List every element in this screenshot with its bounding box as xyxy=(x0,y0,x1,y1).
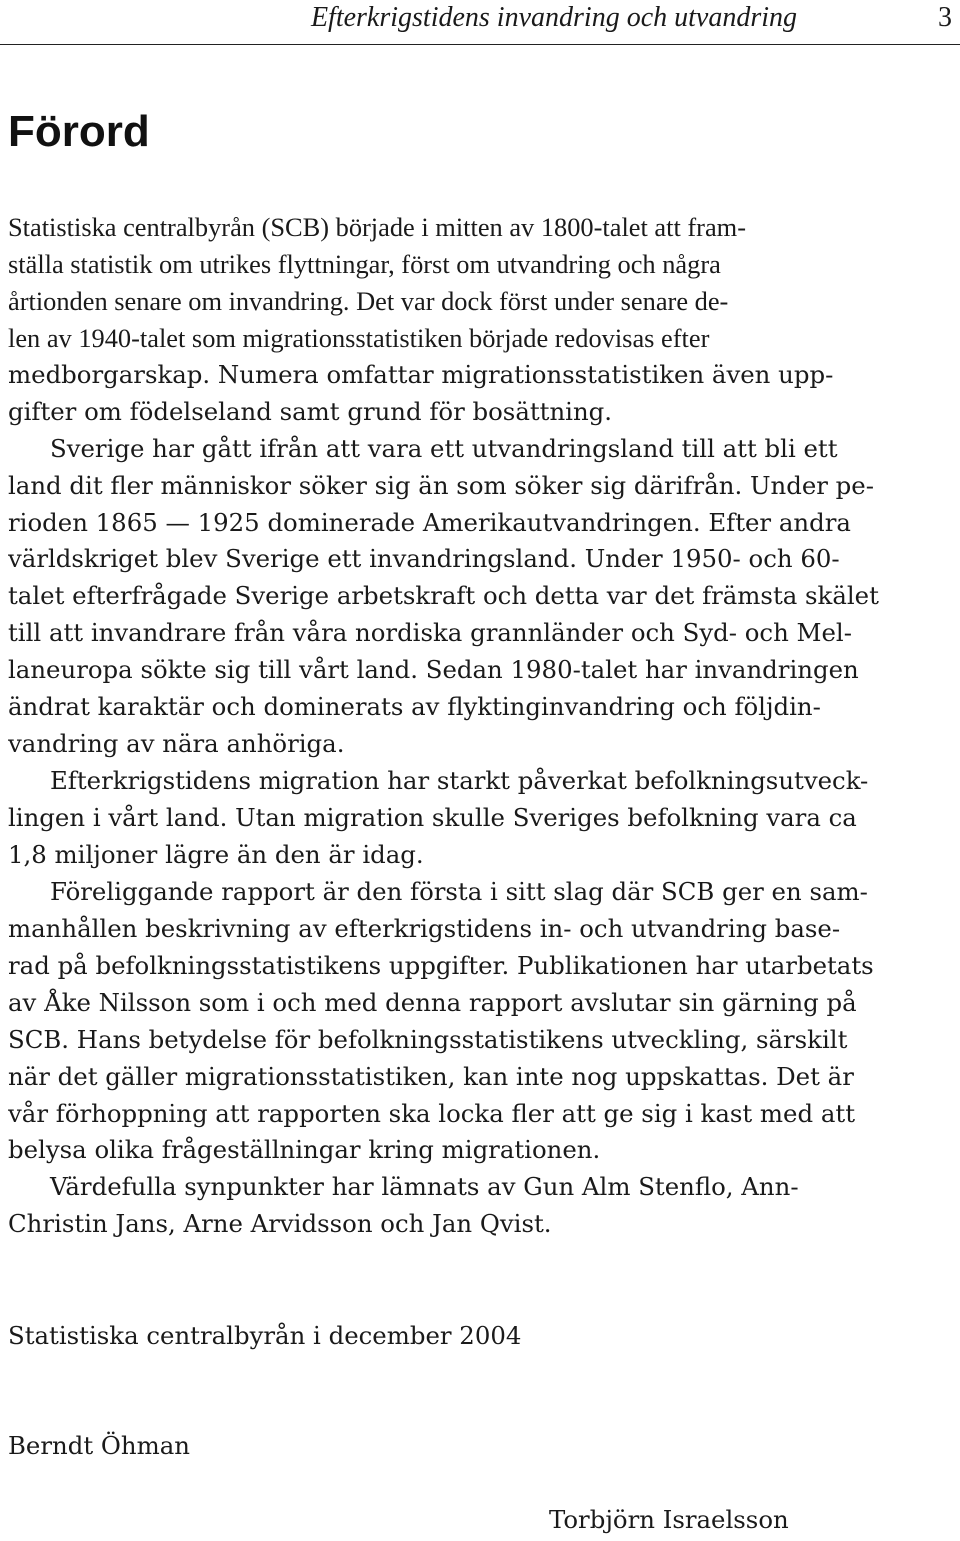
foreword-body xyxy=(8,209,952,1243)
text-line: lingen i vårt land. Utan migration skulle Sveriges befolkning vara ca xyxy=(8,803,857,832)
text-line: talet efterfrågade Sverige arbetskraft och detta var det främsta skälet xyxy=(8,581,879,611)
running-title: Efterkrigstidens invandring och utvandring xyxy=(310,2,797,33)
text-line: rioden 1865 — 1925 dominerade Amerikautvandringen. Efter andra xyxy=(8,507,851,537)
paragraph-4 xyxy=(8,874,952,1170)
paragraph-1 xyxy=(8,209,952,431)
text-line: laneuropa sökte sig till vårt land. Sedan 1980-talet har invandringen xyxy=(8,655,859,685)
text-line: SCB. Hans betydelse för befolkningsstatistikens utveckling, särskilt xyxy=(8,1024,848,1054)
text-line: Statistiska centralbyrån (SCB) började i mitten av 1800-talet att fram- xyxy=(8,212,746,242)
page-number: 3 xyxy=(938,2,952,33)
text-line: 1,8 miljoner lägre än den är idag. xyxy=(8,839,424,869)
text-line: årtionden senare om invandring. Det var dock först under senare de- xyxy=(8,285,729,316)
signature-right: Torbjörn Israelsson xyxy=(549,1505,789,1534)
running-header xyxy=(0,0,960,45)
text-line: medborgarskap. Numera omfattar migrationsstatistiken även upp- xyxy=(8,359,834,389)
paragraph-5 xyxy=(8,1169,952,1243)
page-heading: Förord xyxy=(8,107,150,156)
text-line: Värdefulla synpunkter har lämnats av Gun Alm Stenflo, Ann- xyxy=(50,1172,799,1202)
text-line: Föreliggande rapport är den första i sitt slag där SCB ger en sam- xyxy=(50,876,868,906)
text-line: till att invandrare från våra nordiska grannländer och Syd- och Mel- xyxy=(8,618,852,648)
text-line: vår förhoppning att rapporten ska locka fler att ge sig i kast med att xyxy=(8,1098,856,1128)
text-line: land dit fler människor söker sig än som söker sig därifrån. Under pe- xyxy=(8,470,874,500)
text-line: vandring av nära anhöriga. xyxy=(8,729,345,759)
text-line: manhållen beskrivning av efterkrigstidens in- och utvandring base- xyxy=(8,913,841,943)
text-line: rad på befolkningsstatistikens uppgifter. Publikationen har utarbetats xyxy=(8,950,874,980)
paragraph-3 xyxy=(8,763,952,874)
text-line: när det gäller migrationsstatistiken, kan inte nog uppskattas. Det är xyxy=(8,1061,854,1091)
text-line: gifter om födelseland samt grund för bosättning. xyxy=(8,396,613,426)
text-line: världskriget blev Sverige ett invandringsland. Under 1950- och 60- xyxy=(8,544,840,574)
text-line: av Åke Nilsson som i och med denna rapport avslutar sin gärning på xyxy=(8,987,857,1017)
closing-line: Statistiska centralbyrån i december 2004 xyxy=(8,1321,522,1350)
text-line: ändrat karaktär och dominerats av flyktinginvandring och följdin- xyxy=(8,692,821,722)
text-line: len av 1940-talet som migrationsstatistiken började redovisas efter xyxy=(8,322,710,353)
signature-left: Berndt Öhman xyxy=(8,1431,190,1460)
paragraph-2 xyxy=(8,431,952,763)
text-line: belysa olika frågeställningar kring migrationen. xyxy=(8,1135,601,1165)
text-line: ställa statistik om utrikes flyttningar, först om utvandring och några xyxy=(8,248,721,279)
text-line: Sverige har gått ifrån att vara ett utvandringsland till att bli ett xyxy=(50,433,838,463)
text-line: Efterkrigstidens migration har starkt påverkat befolkningsutveck- xyxy=(50,766,869,796)
text-line: Christin Jans, Arne Arvidsson och Jan Qvist. xyxy=(8,1209,552,1239)
